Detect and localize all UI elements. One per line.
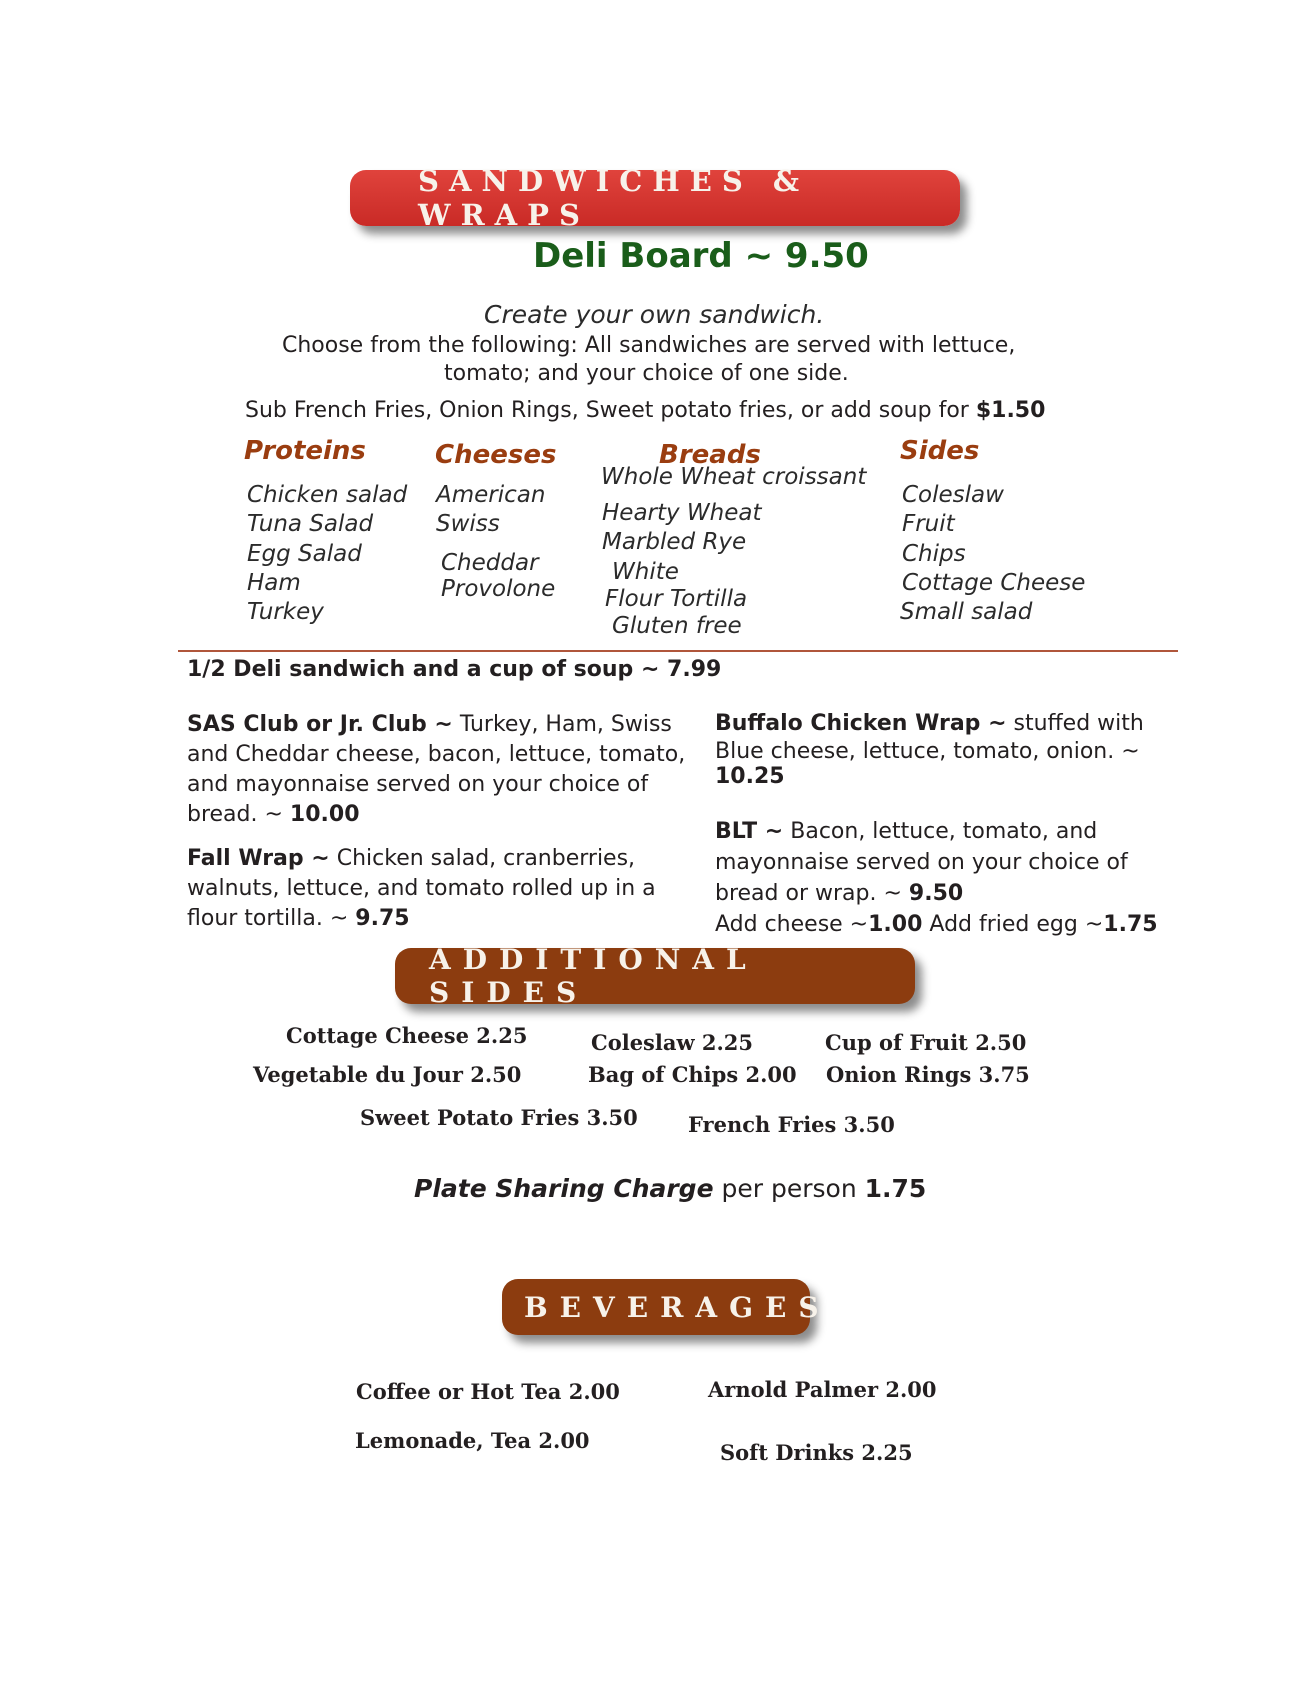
bread-item: Flour Tortilla <box>605 586 748 612</box>
fall-wrap-description <box>187 844 707 934</box>
beverages-banner <box>502 1279 831 1335</box>
side-item: Chips <box>902 541 966 567</box>
beverage-coffee: Coffee or Hot Tea 2.00 <box>356 1379 620 1404</box>
fall-wrap-line3: flour tortilla. ~ <box>187 906 356 931</box>
buffalo-wrap-line2: Blue cheese, lettuce, tomato, onion. ~ <box>715 739 1140 764</box>
side-onion-rings: Onion Rings 3.75 <box>826 1062 1030 1087</box>
plate-sharing-label: Plate Sharing Charge <box>414 1174 714 1203</box>
bread-item: White <box>612 559 679 585</box>
bread-item: Gluten free <box>612 613 742 639</box>
blt-line1: Bacon, lettuce, tomato, and <box>783 819 1098 844</box>
side-sweet-potato-fries: Sweet Potato Fries 3.50 <box>360 1105 638 1130</box>
protein-item: Turkey <box>247 599 324 625</box>
beverage-lemonade: Lemonade, Tea 2.00 <box>355 1428 590 1453</box>
sub-sides-note <box>245 398 1045 423</box>
sandwiches-wraps-banner <box>350 164 960 232</box>
blt-name: BLT ~ <box>715 819 784 844</box>
sandwiches-wraps-heading: SANDWICHES & WRAPS <box>418 164 810 232</box>
sas-club-price: 10.00 <box>289 802 360 827</box>
protein-item: Tuna Salad <box>247 511 374 537</box>
sas-club-line1: Turkey, Ham, Swiss <box>452 712 672 737</box>
side-vegetable: Vegetable du Jour 2.50 <box>253 1062 522 1087</box>
breads-heading: Breads <box>659 440 761 470</box>
deli-board-title: Deli Board ~ 9.50 <box>533 236 869 276</box>
sub-sides-text: Sub French Fries, Onion Rings, Sweet potato fries, or add soup for <box>245 398 976 423</box>
plate-sharing-suffix: per person <box>713 1174 865 1203</box>
blt-line2: mayonnaise served on your choice of <box>715 850 1128 875</box>
side-item: Fruit <box>902 511 955 537</box>
beverage-arnold-palmer: Arnold Palmer 2.00 <box>708 1377 937 1402</box>
deli-board-description-line2: tomato; and your choice of one side. <box>444 361 849 386</box>
cheeses-heading: Cheeses <box>435 440 557 470</box>
beverages-heading: BEVERAGES <box>524 1290 831 1324</box>
side-chips: Bag of Chips 2.00 <box>588 1062 797 1087</box>
sas-club-line3: and mayonnaise served on your choice of <box>187 772 649 797</box>
section-divider <box>178 650 1178 652</box>
additional-sides-heading: ADDITIONAL SIDES <box>429 943 758 1009</box>
side-fruit: Cup of Fruit 2.50 <box>825 1030 1027 1055</box>
proteins-heading: Proteins <box>244 436 366 466</box>
blt-addon-egg-label: Add fried egg ~ <box>922 912 1104 937</box>
fall-wrap-name: Fall Wrap ~ <box>187 846 330 871</box>
bread-item: Marbled Rye <box>602 529 747 555</box>
side-item: Small salad <box>900 599 1033 625</box>
cheese-item: Swiss <box>436 511 500 537</box>
side-item: Cottage Cheese <box>902 570 1086 596</box>
sas-club-line4: bread. ~ <box>187 802 290 827</box>
bread-item: Whole Wheat croissant <box>601 464 867 490</box>
bread-item: Hearty Wheat <box>602 500 762 526</box>
fall-wrap-line2: walnuts, lettuce, and tomato rolled up in a <box>187 876 656 901</box>
side-item: Coleslaw <box>902 482 1004 508</box>
sides-heading: Sides <box>900 436 980 466</box>
cheese-item: Cheddar <box>441 550 539 576</box>
sas-club-name: SAS Club or Jr. Club ~ <box>187 712 453 737</box>
buffalo-wrap-line1: stuffed with <box>1006 711 1144 736</box>
cheese-item: Provolone <box>441 576 556 602</box>
sas-club-line2: and Cheddar cheese, bacon, lettuce, tomato, <box>187 742 686 767</box>
half-deli-special: 1/2 Deli sandwich and a cup of soup ~ 7.99 <box>187 657 722 682</box>
plate-sharing-charge <box>414 1174 926 1203</box>
buffalo-wrap-name: Buffalo Chicken Wrap ~ <box>715 711 1007 736</box>
protein-item: Chicken salad <box>247 482 408 508</box>
sub-sides-price: $1.50 <box>975 398 1046 423</box>
protein-item: Egg Salad <box>247 541 362 567</box>
side-cottage-cheese: Cottage Cheese 2.25 <box>286 1023 528 1048</box>
blt-description <box>715 816 1175 940</box>
deli-board-description-line1: Choose from the following: All sandwiches are served with lettuce, <box>282 333 1016 358</box>
cheese-item: American <box>436 482 546 508</box>
sas-club-description <box>187 710 707 830</box>
blt-addon-cheese-label: Add cheese ~ <box>715 912 869 937</box>
blt-line3: bread or wrap. ~ <box>715 881 909 906</box>
protein-item: Ham <box>247 570 301 596</box>
blt-price: 9.50 <box>908 881 964 906</box>
blt-addon-egg-price: 1.75 <box>1103 912 1158 937</box>
beverage-soft-drinks: Soft Drinks 2.25 <box>720 1440 913 1465</box>
deli-board-tagline: Create your own sandwich. <box>484 300 825 329</box>
buffalo-wrap-description <box>715 710 1175 788</box>
fall-wrap-line1: Chicken salad, cranberries, <box>329 846 636 871</box>
fall-wrap-price: 9.75 <box>355 906 410 931</box>
side-french-fries: French Fries 3.50 <box>688 1112 895 1137</box>
blt-addon-cheese-price: 1.00 <box>868 912 923 937</box>
buffalo-wrap-price: 10.25 <box>715 764 785 789</box>
plate-sharing-price: 1.75 <box>864 1174 927 1203</box>
side-coleslaw: Coleslaw 2.25 <box>591 1030 754 1055</box>
additional-sides-banner <box>395 943 915 1009</box>
